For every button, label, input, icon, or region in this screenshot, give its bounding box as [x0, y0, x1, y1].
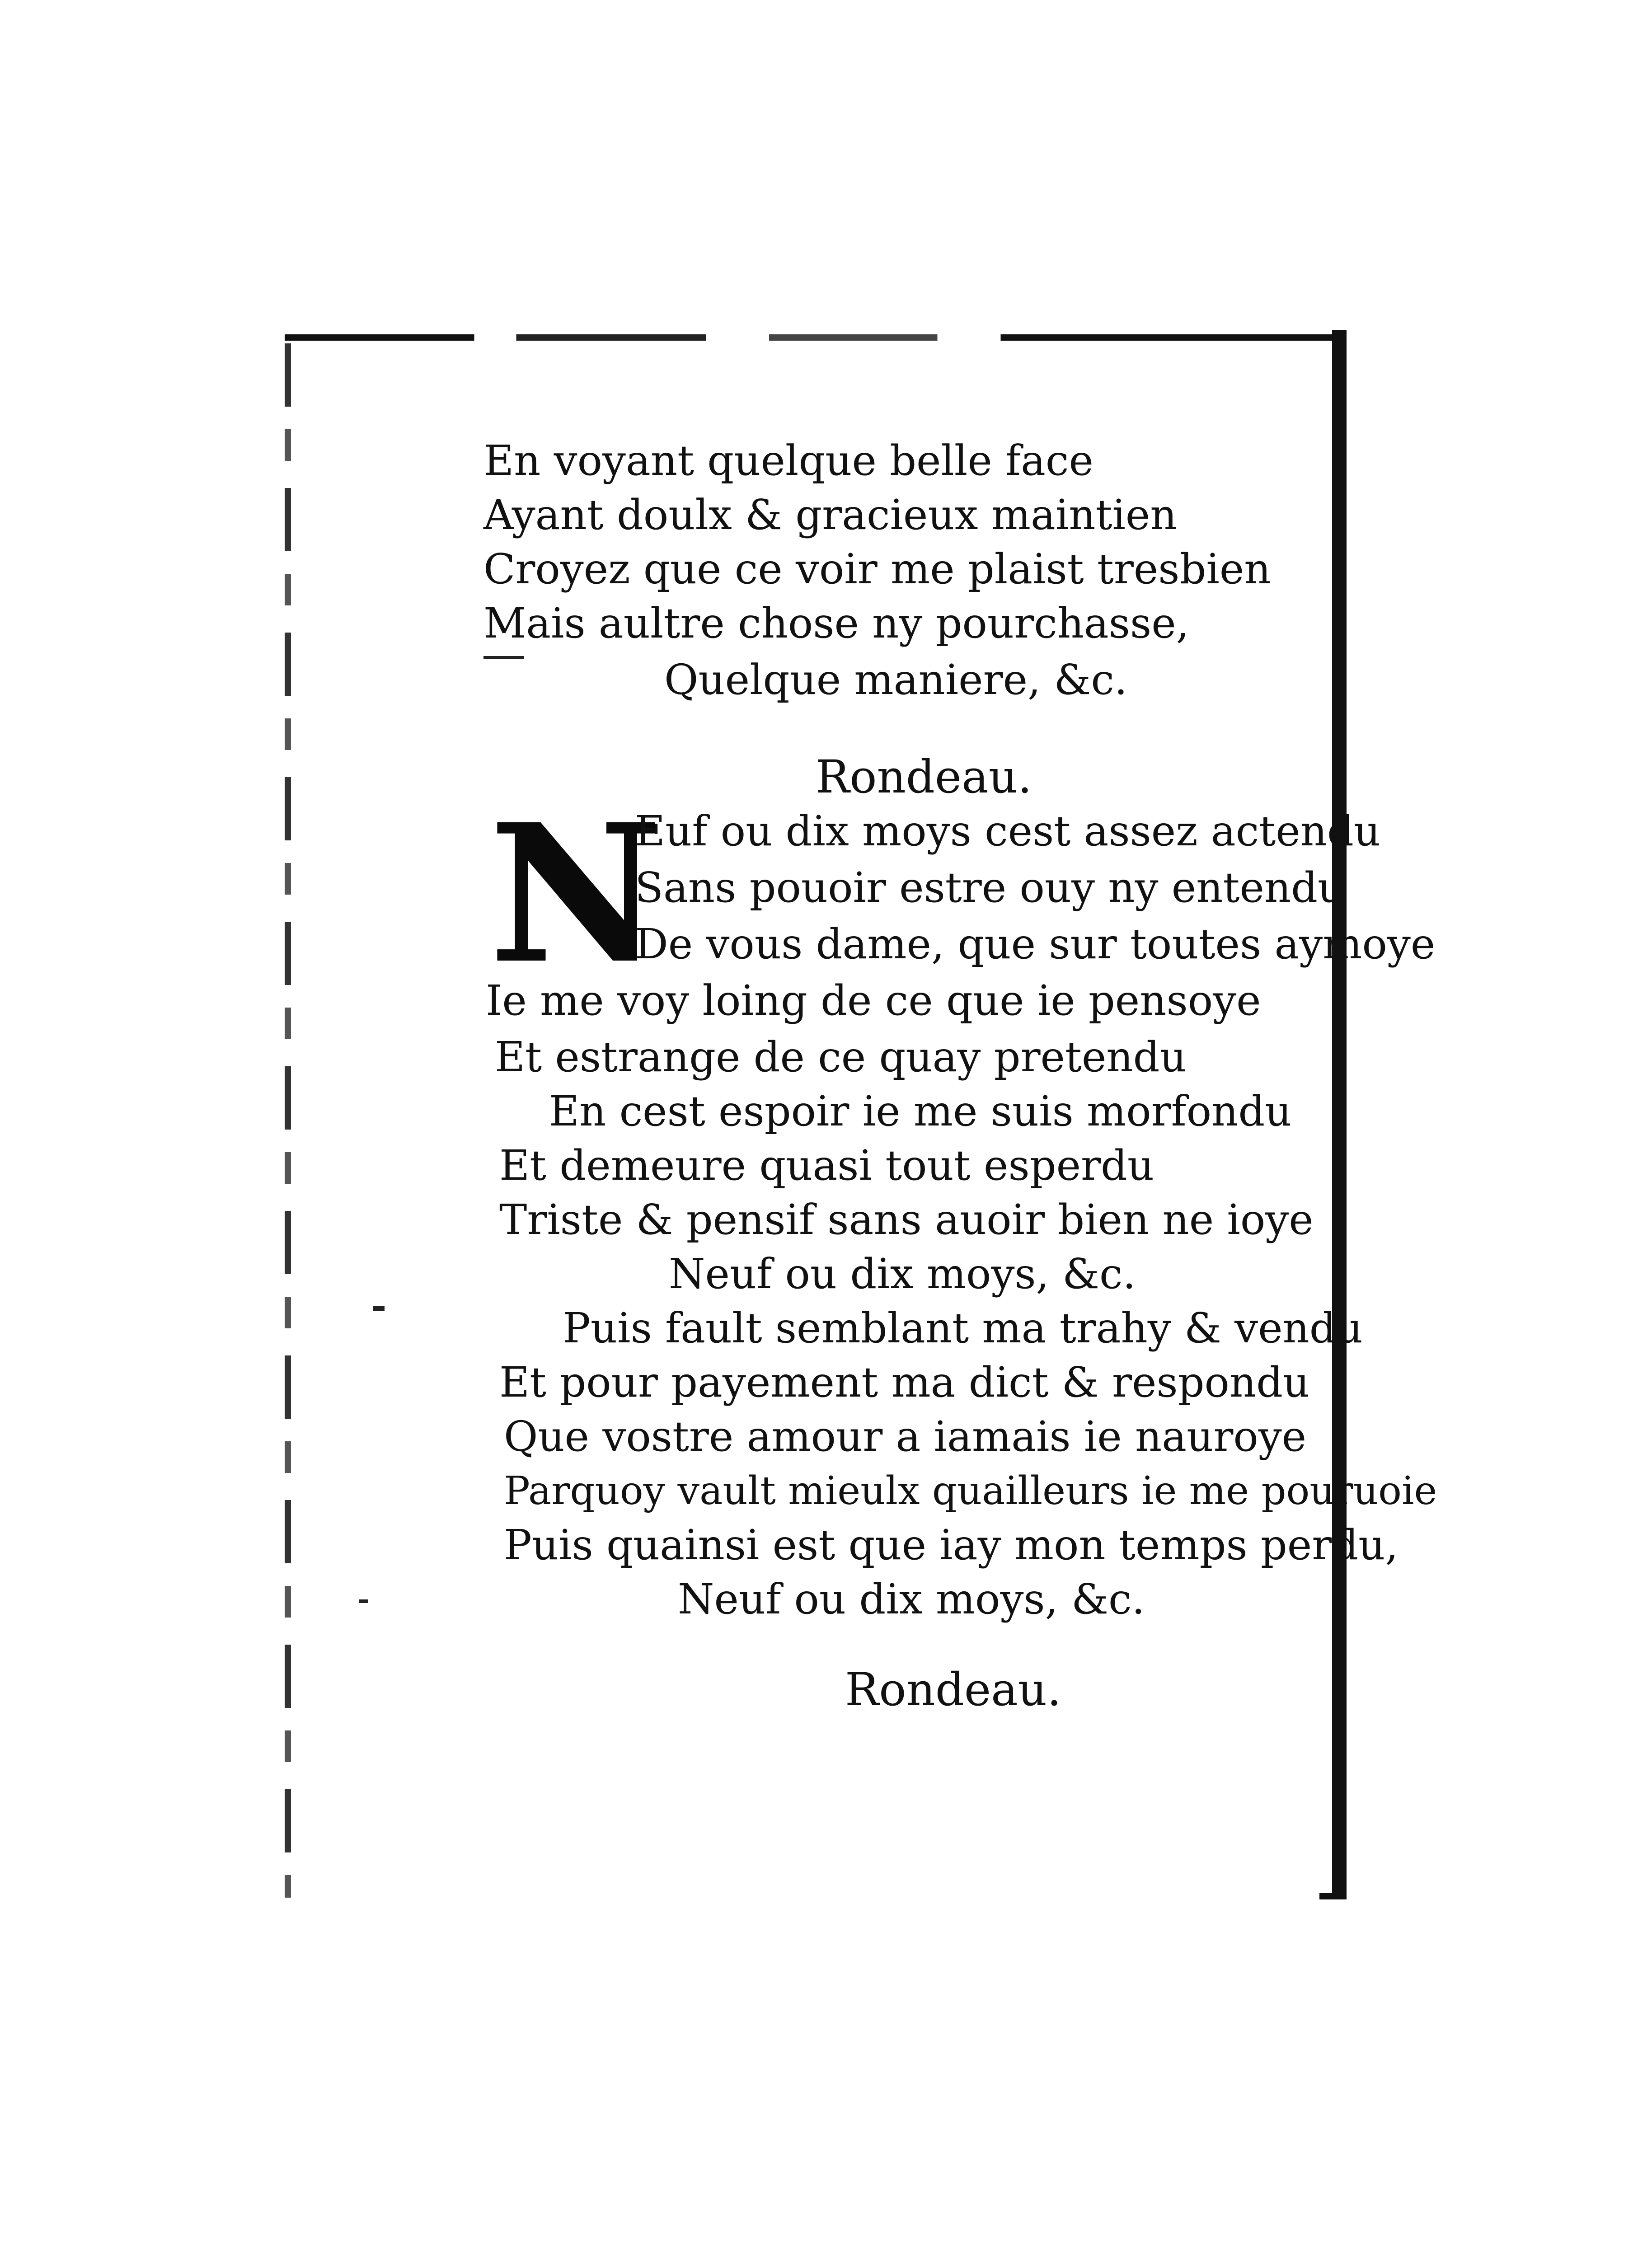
page-right-edge: [1332, 330, 1347, 1898]
page-right-edge-tick: [1319, 1893, 1347, 1899]
verse-line: Puis quainsi est que iay mon temps perdu,: [504, 1521, 1399, 1569]
verse-line: Ayant doulx & gracieux maintien: [483, 491, 1177, 539]
refrain-line: Neuf ou dix moys, &c.: [669, 1250, 1136, 1298]
ink-mark: [373, 1306, 385, 1311]
refrain-line: Quelque maniere, &c.: [664, 656, 1128, 704]
verse-line: De vous dame, que sur toutes aymoye: [635, 920, 1436, 968]
verse-line: Que vostre amour a iamais ie nauroye: [504, 1412, 1307, 1461]
ink-mark: [483, 656, 524, 659]
verse-line: En voyant quelque belle face: [483, 436, 1094, 485]
page-left-edge: [285, 343, 291, 1898]
ink-mark: [359, 1599, 368, 1603]
verse-line: Et estrange de ce quay pretendu: [495, 1033, 1187, 1081]
verse-line: En cest espoir ie me suis morfondu: [549, 1087, 1292, 1135]
verse-line: Et pour payement ma dict & respondu: [499, 1358, 1310, 1407]
page-top-rule: [285, 334, 1338, 341]
drop-cap: N: [489, 783, 662, 1006]
verse-line: Parquoy vault mieulx quailleurs ie me pouruoie: [504, 1468, 1437, 1514]
rondeau-heading: Rondeau.: [845, 1663, 1061, 1716]
verse-line: Puis fault semblant ma trahy & vendu: [563, 1304, 1363, 1352]
rondeau-heading: Rondeau.: [816, 750, 1032, 803]
verse-line: Triste & pensif sans auoir bien ne ioye: [499, 1196, 1314, 1244]
verse-line: Euf ou dix moys cest assez actendu: [635, 807, 1381, 855]
verse-line: Ie me voy loing de ce que ie pensoye: [486, 976, 1261, 1025]
verse-line: Croyez que ce voir me plaist tresbien: [483, 545, 1271, 593]
verse-line: Sans pouoir estre ouy ny entendu: [635, 863, 1345, 912]
verse-line: Et demeure quasi tout esperdu: [499, 1141, 1155, 1190]
refrain-line: Neuf ou dix moys, &c.: [678, 1575, 1145, 1623]
verse-line: Mais aultre chose ny pourchasse,: [483, 599, 1189, 647]
